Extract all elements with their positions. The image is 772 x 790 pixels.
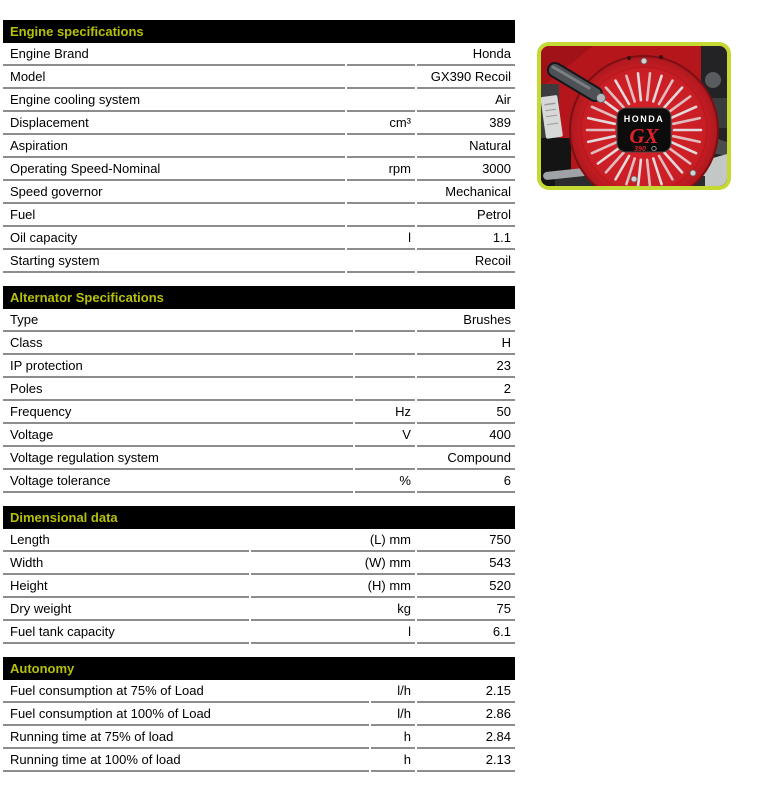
spec-label: Speed governor xyxy=(3,181,345,204)
spec-value: 2 xyxy=(417,378,515,401)
engine-photo-illustration xyxy=(541,46,727,186)
spec-value: Petrol xyxy=(417,204,515,227)
spec-row xyxy=(3,309,515,332)
spec-unit xyxy=(355,355,415,378)
spec-unit: l/h xyxy=(371,680,415,703)
spec-unit xyxy=(355,309,415,332)
spec-row xyxy=(3,355,515,378)
spec-label: Aspiration xyxy=(3,135,345,158)
spec-value: 2.86 xyxy=(417,703,515,726)
spec-label: IP protection xyxy=(3,355,353,378)
honda-gx-medallion xyxy=(617,108,671,153)
spec-label: Starting system xyxy=(3,250,345,273)
spec-value: Recoil xyxy=(417,250,515,273)
spec-row xyxy=(3,447,515,470)
spec-label: Fuel consumption at 75% of Load xyxy=(3,680,369,703)
spec-label: Poles xyxy=(3,378,353,401)
spec-unit xyxy=(347,204,415,227)
spec-label: Fuel tank capacity xyxy=(3,621,249,644)
spec-row xyxy=(3,598,515,621)
spec-value: H xyxy=(417,332,515,355)
spec-label: Class xyxy=(3,332,353,355)
spec-label: Displacement xyxy=(3,112,345,135)
spec-label: Height xyxy=(3,575,249,598)
spec-value: 2.15 xyxy=(417,680,515,703)
spec-value: 6 xyxy=(417,470,515,493)
spec-unit xyxy=(347,43,415,66)
autonomy-table xyxy=(1,657,517,772)
spec-label: Frequency xyxy=(3,401,353,424)
spec-label: Voltage tolerance xyxy=(3,470,353,493)
spec-label: Fuel xyxy=(3,204,345,227)
spec-row xyxy=(3,726,515,749)
spec-label: Voltage regulation system xyxy=(3,447,353,470)
spec-row xyxy=(3,332,515,355)
spec-unit xyxy=(355,332,415,355)
spec-unit: (W) mm xyxy=(251,552,415,575)
product-photo xyxy=(537,42,731,190)
spec-unit: cm³ xyxy=(347,112,415,135)
spec-row xyxy=(3,575,515,598)
spec-row xyxy=(3,621,515,644)
spec-unit: Hz xyxy=(355,401,415,424)
spec-row xyxy=(3,703,515,726)
engine-specifications-table xyxy=(1,20,517,273)
spec-value: Brushes xyxy=(417,309,515,332)
spec-unit: l xyxy=(251,621,415,644)
spec-unit: h xyxy=(371,726,415,749)
spec-unit xyxy=(347,89,415,112)
spec-value: 543 xyxy=(417,552,515,575)
spec-row xyxy=(3,470,515,493)
spec-value: 750 xyxy=(417,529,515,552)
spec-unit: (H) mm xyxy=(251,575,415,598)
spec-unit: (L) mm xyxy=(251,529,415,552)
spec-unit: kg xyxy=(251,598,415,621)
spec-row xyxy=(3,250,515,273)
spec-value: 3000 xyxy=(417,158,515,181)
spec-row xyxy=(3,135,515,158)
spec-value: 389 xyxy=(417,112,515,135)
spec-unit xyxy=(347,250,415,273)
spec-row xyxy=(3,680,515,703)
spec-unit: h xyxy=(371,749,415,772)
spec-unit xyxy=(347,66,415,89)
spec-label: Width xyxy=(3,552,249,575)
spec-label: Engine Brand xyxy=(3,43,345,66)
spec-row xyxy=(3,112,515,135)
spec-row xyxy=(3,401,515,424)
spec-row xyxy=(3,89,515,112)
spec-label: Dry weight xyxy=(3,598,249,621)
spec-label: Fuel consumption at 100% of Load xyxy=(3,703,369,726)
spec-label: Length xyxy=(3,529,249,552)
spec-value: 23 xyxy=(417,355,515,378)
spec-unit: l xyxy=(347,227,415,250)
spec-value: Compound xyxy=(417,447,515,470)
spec-value: 400 xyxy=(417,424,515,447)
alternator-specifications-table xyxy=(1,286,517,493)
dimensional-data-table xyxy=(1,506,517,644)
spec-label: Type xyxy=(3,309,353,332)
spec-row xyxy=(3,158,515,181)
honda-logo-text: HONDA xyxy=(623,114,665,124)
screw-icon xyxy=(690,170,696,176)
screw-icon xyxy=(641,58,647,64)
spec-value: 75 xyxy=(417,598,515,621)
spec-label: Oil capacity xyxy=(3,227,345,250)
spec-row xyxy=(3,181,515,204)
screw-icon xyxy=(631,176,637,182)
gx-logo-text: GX xyxy=(629,124,659,148)
section-header-engine: Engine specifications xyxy=(3,20,515,43)
spec-row xyxy=(3,749,515,772)
section-header-autonomy: Autonomy xyxy=(3,657,515,680)
spec-unit: l/h xyxy=(371,703,415,726)
spec-value: Natural xyxy=(417,135,515,158)
spec-label: Model xyxy=(3,66,345,89)
spec-value: 50 xyxy=(417,401,515,424)
spec-value: 1.1 xyxy=(417,227,515,250)
spec-value: 520 xyxy=(417,575,515,598)
spec-value: Air xyxy=(417,89,515,112)
spec-row xyxy=(3,529,515,552)
spec-unit xyxy=(347,135,415,158)
model-number-text: 390 xyxy=(634,146,646,153)
spec-value: Honda xyxy=(417,43,515,66)
spec-label: Operating Speed-Nominal xyxy=(3,158,345,181)
spec-row xyxy=(3,552,515,575)
spec-label: Voltage xyxy=(3,424,353,447)
spec-row xyxy=(3,378,515,401)
spec-row xyxy=(3,227,515,250)
spec-value: 6.1 xyxy=(417,621,515,644)
specification-tables xyxy=(1,20,517,785)
spec-value: 2.84 xyxy=(417,726,515,749)
spec-unit: % xyxy=(355,470,415,493)
spec-row xyxy=(3,43,515,66)
section-header-dimensional: Dimensional data xyxy=(3,506,515,529)
section-header-alternator: Alternator Specifications xyxy=(3,286,515,309)
spec-label: Running time at 75% of load xyxy=(3,726,369,749)
spec-unit: V xyxy=(355,424,415,447)
spec-row xyxy=(3,66,515,89)
spec-label: Running time at 100% of load xyxy=(3,749,369,772)
spec-label: Engine cooling system xyxy=(3,89,345,112)
spec-row xyxy=(3,204,515,227)
spec-value: GX390 Recoil xyxy=(417,66,515,89)
spec-unit xyxy=(355,378,415,401)
spec-value: 2.13 xyxy=(417,749,515,772)
spec-unit: rpm xyxy=(347,158,415,181)
spec-unit xyxy=(347,181,415,204)
spec-value: Mechanical xyxy=(417,181,515,204)
spec-unit xyxy=(355,447,415,470)
spec-row xyxy=(3,424,515,447)
